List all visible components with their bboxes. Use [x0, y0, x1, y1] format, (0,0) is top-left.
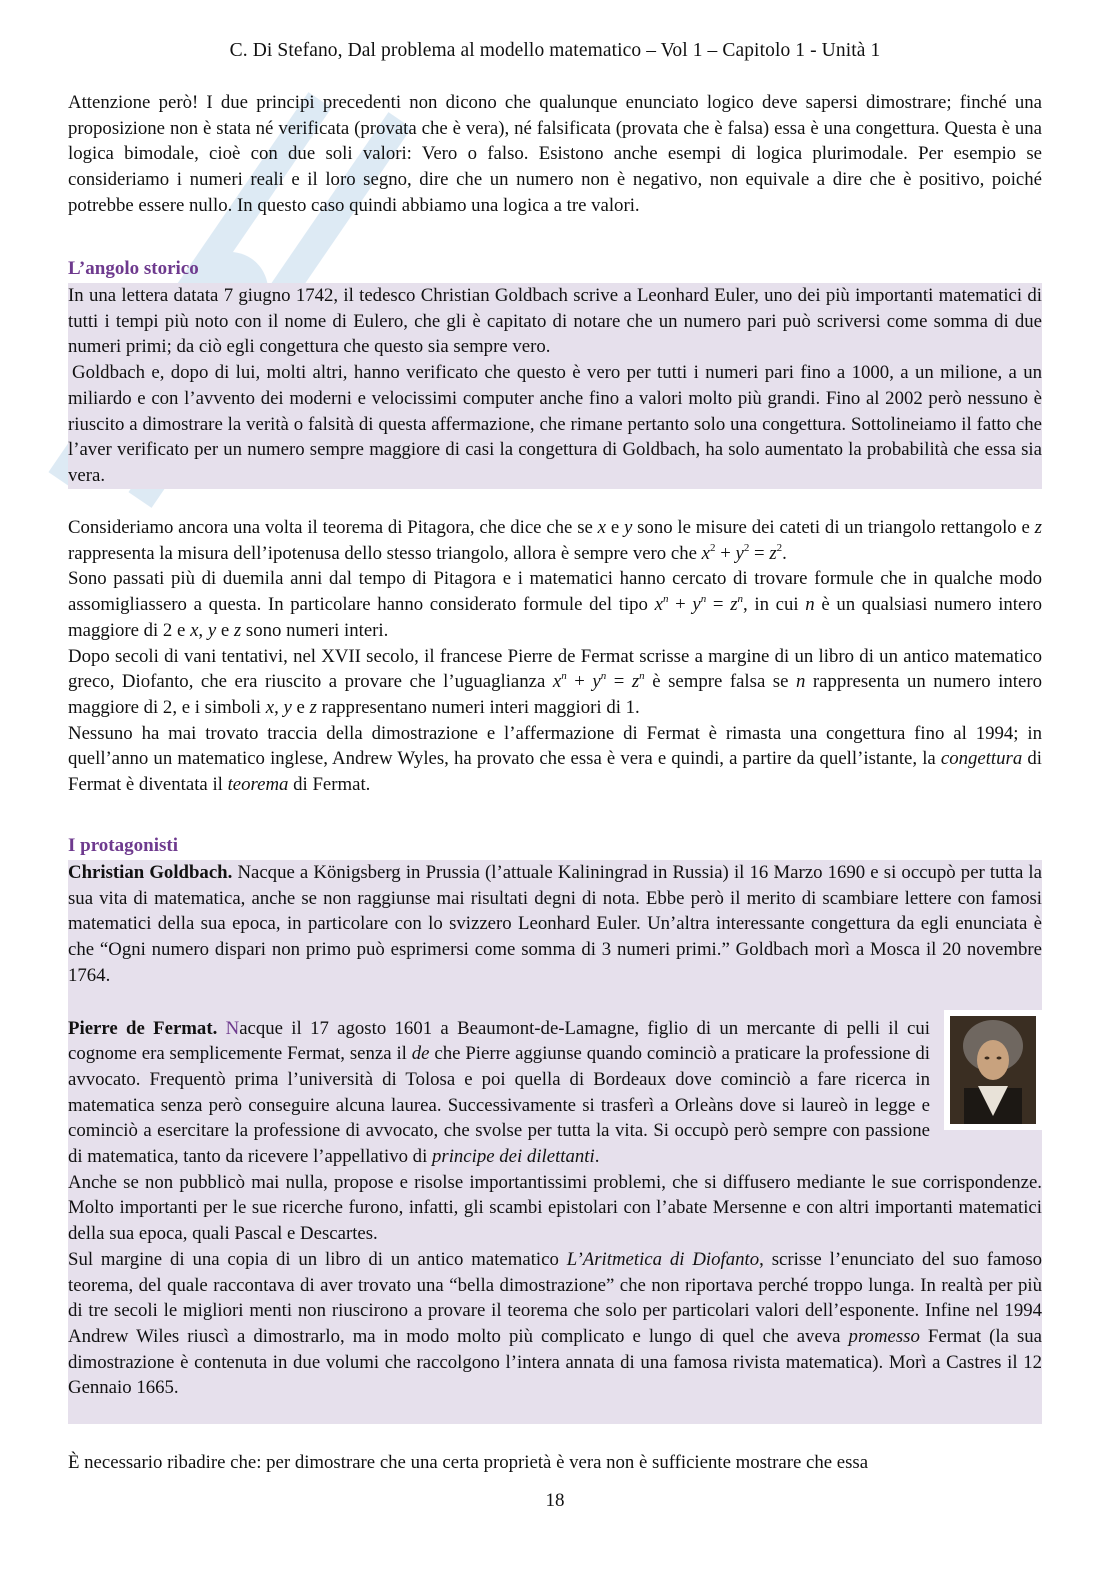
page-number: 18 [545, 1490, 565, 1511]
protagonisti-box [68, 860, 1042, 1424]
fermat-p1: Pierre de Fermat. Nacque il 17 agosto 1601 a Beaumont-de-Lamagne, figlio di un mercante di pelli il cui cognome era semplicemente Fermat, senza il de che Pierre aggiunse quando cominciò a praticare la professione di avvocato. Frequentò prima l’università di Tolosa e poi quella di Bordeaux dove cominciò a fare ricerca in matematica senza però conseguire alcuna laurea. Successivamente si trasferì a Orleàns dove si laureò in legge e cominciò a esercitare la professione di avvocato, che svolse per tutta la vita. Si occupò però sempre con passione di matematica, tanto da ricevere l’appellativo di principe dei dilettanti. [68, 1017, 930, 1168]
angolo-storico-p1: In una lettera datata 7 giugno 1742, il tedesco Christian Goldbach scrive a Leonhard Euler, uno dei più importanti matematici di tutti i tempi più noto con il nome di Eulero, che gli è capitato di notare che un numero pari può scriversi come somma di due numeri primi; da ciò egli congettura che questo sia sempre vero. [68, 285, 1042, 358]
angolo-storico-box [68, 283, 1042, 489]
section-title-protagonisti: I protagonisti [68, 835, 178, 856]
closing-paragraph [68, 1450, 1042, 1476]
fermat-formula-2: $x^n + y^n = z^n$ [552, 670, 645, 693]
fermat-bio [68, 1014, 1042, 1402]
pythagoras-formula: $x^2 + y^2 = z^2$. [701, 541, 787, 564]
goldbach-bio: Christian Goldbach. Nacque a Königsberg in Prussia (l’attuale Kaliningrad in Russia) il 16 Marzo 1690 e si occupò per tutta la sua vita di matematica, anche se non raggiunse mai risultati degni di nota. Ebbe però il merito di scambiare lettere con famosi matematici della sua epoca, in particolare con lo svizzero Leonhard Euler. Un’altra interessante congettura da egli enunciata è che “Ogni numero dispari non primo può esprimersi come somma di 3 numeri primi.” Goldbach morì a Mosca il 20 novembre 1764. [68, 862, 1042, 986]
closing-text: È necessario ribadire che: per dimostrare che una certa proprietà è vera non è sufficiente mostrare che essa [68, 1452, 869, 1473]
section-title-angolo-storico: L’angolo storico [68, 258, 199, 279]
pitagora-p4: Nessuno ha mai trovato traccia della dimostrazione e l’affermazione di Fermat è rimasta una congettura fino al 1994; in quell’anno un matematico inglese, Andrew Wyles, ha provato che essa è vera e quindi, a partire da quell’istante, la congettura di Fermat è diventata il teorema di Fermat. [68, 722, 1042, 796]
intro-paragraph [68, 90, 1042, 219]
pitagora-p3: Dopo secoli di vani tentativi, nel XVII secolo, il francese Pierre de Fermat scrisse a margine di un libro di un antico matematico greco, Diofanto, che era riuscito a provare che l’uguaglianza $x^n + y^n = z^n$ è sempre falsa se n rappresenta un numero intero maggiore di 2, e i simboli x, y e z rappresentano numeri interi maggiori di 1. [68, 645, 1042, 718]
intro-text: Attenzione però! I due principi precedenti non dicono che qualunque enunciato logico deve sapersi dimostrare; finché una proposizione non è stata né verificata (provata che è vera), né falsificata (provata che è falsa) essa è una congettura. Questa è una logica bimodale, cioè con due soli valori: Vero o falso. Esistono anche esempi di logica plurimodale. Per esempio se consideriamo i numeri reali e il loro segno, dire che un numero non è negativo, non equivale a dire che è positivo, poiché potrebbe essere nullo. In questo caso quindi abbiamo una logica a tre valori. [68, 92, 1042, 216]
pitagora-section [68, 515, 1042, 798]
pitagora-p2: Sono passati più di duemila anni dal tempo di Pitagora e i matematici hanno cercato di trovare formule che in qualche modo assomigliassero a questa. In particolare hanno considerato formule del tipo $x^n + y^n = z^n$, in cui n è un qualsiasi numero intero maggiore di 2 e x, y e z sono numeri interi. [68, 568, 1043, 641]
fermat-p2: Anche se non pubblicò mai nulla, propose e risolse importantissimi problemi, che si diffusero mediante le sue corrispondenze. Molto importanti per le sue ricerche furono, infatti, gli scambi epistolari con l’abate Mersenne e con altri importanti matematici della sua epoca, quali Pascal e Descartes. [68, 1171, 1042, 1245]
pitagora-p1: Consideriamo ancora una volta il teorema di Pitagora, che dice che se x e y sono le misure dei cateti di un triangolo rettangolo e z rappresenta la misura dell’ipotenusa dello stesso triangolo, allora è sempre vero che $x^2 + y^2 = z^2$. [68, 517, 1042, 564]
fermat-portrait-image [944, 1010, 1042, 1130]
fermat-formula-1: $x^n + y^n = z^n$ [654, 593, 743, 616]
angolo-storico-p2: Goldbach e, dopo di lui, molti altri, hanno verificato che questo è vero per tutti i numeri pari fino a 1000, a un milione, a un miliardo e con l’avvento dei moderni e velocissimi computer anche fino a valori molto più grandi. Fino al 2002 però nessuno è riuscito a dimostrare la verità o falsità di questa affermazione, che rimane pertanto solo una congettura. Sottolineiamo il fatto che l’aver verificato per un numero sempre maggiore di casi la congettura di Goldbach, ha solo aumentato la probabilità che essa sia vera. [68, 362, 1042, 486]
running-header: C. Di Stefano, Dal problema al modello matematico – Vol 1 – Capitolo 1 - Unità 1 [229, 40, 881, 61]
fermat-p3: Sul margine di una copia di un libro di un antico matematico L’Aritmetica di Diofanto, scrisse l’enunciato del suo famoso teorema, del quale raccontava di aver trovato una “bella dimostrazione” che non riportava perché troppo lunga. In realtà per più di tre secoli le migliori menti non riuscirono a provare il teorema che solo per particolari valori dell’esponente. Infine nel 1994 Andrew Wiles riuscì a dimostrarlo, ma in modo molto più complicato e lungo di quel che aveva promesso Fermat (la sua dimostrazione è contenuta in due volumi che raccolgono l’intera annata di una famosa rivista matematica). Morì a Castres il 12 Gennaio 1665. [68, 1248, 1043, 1399]
